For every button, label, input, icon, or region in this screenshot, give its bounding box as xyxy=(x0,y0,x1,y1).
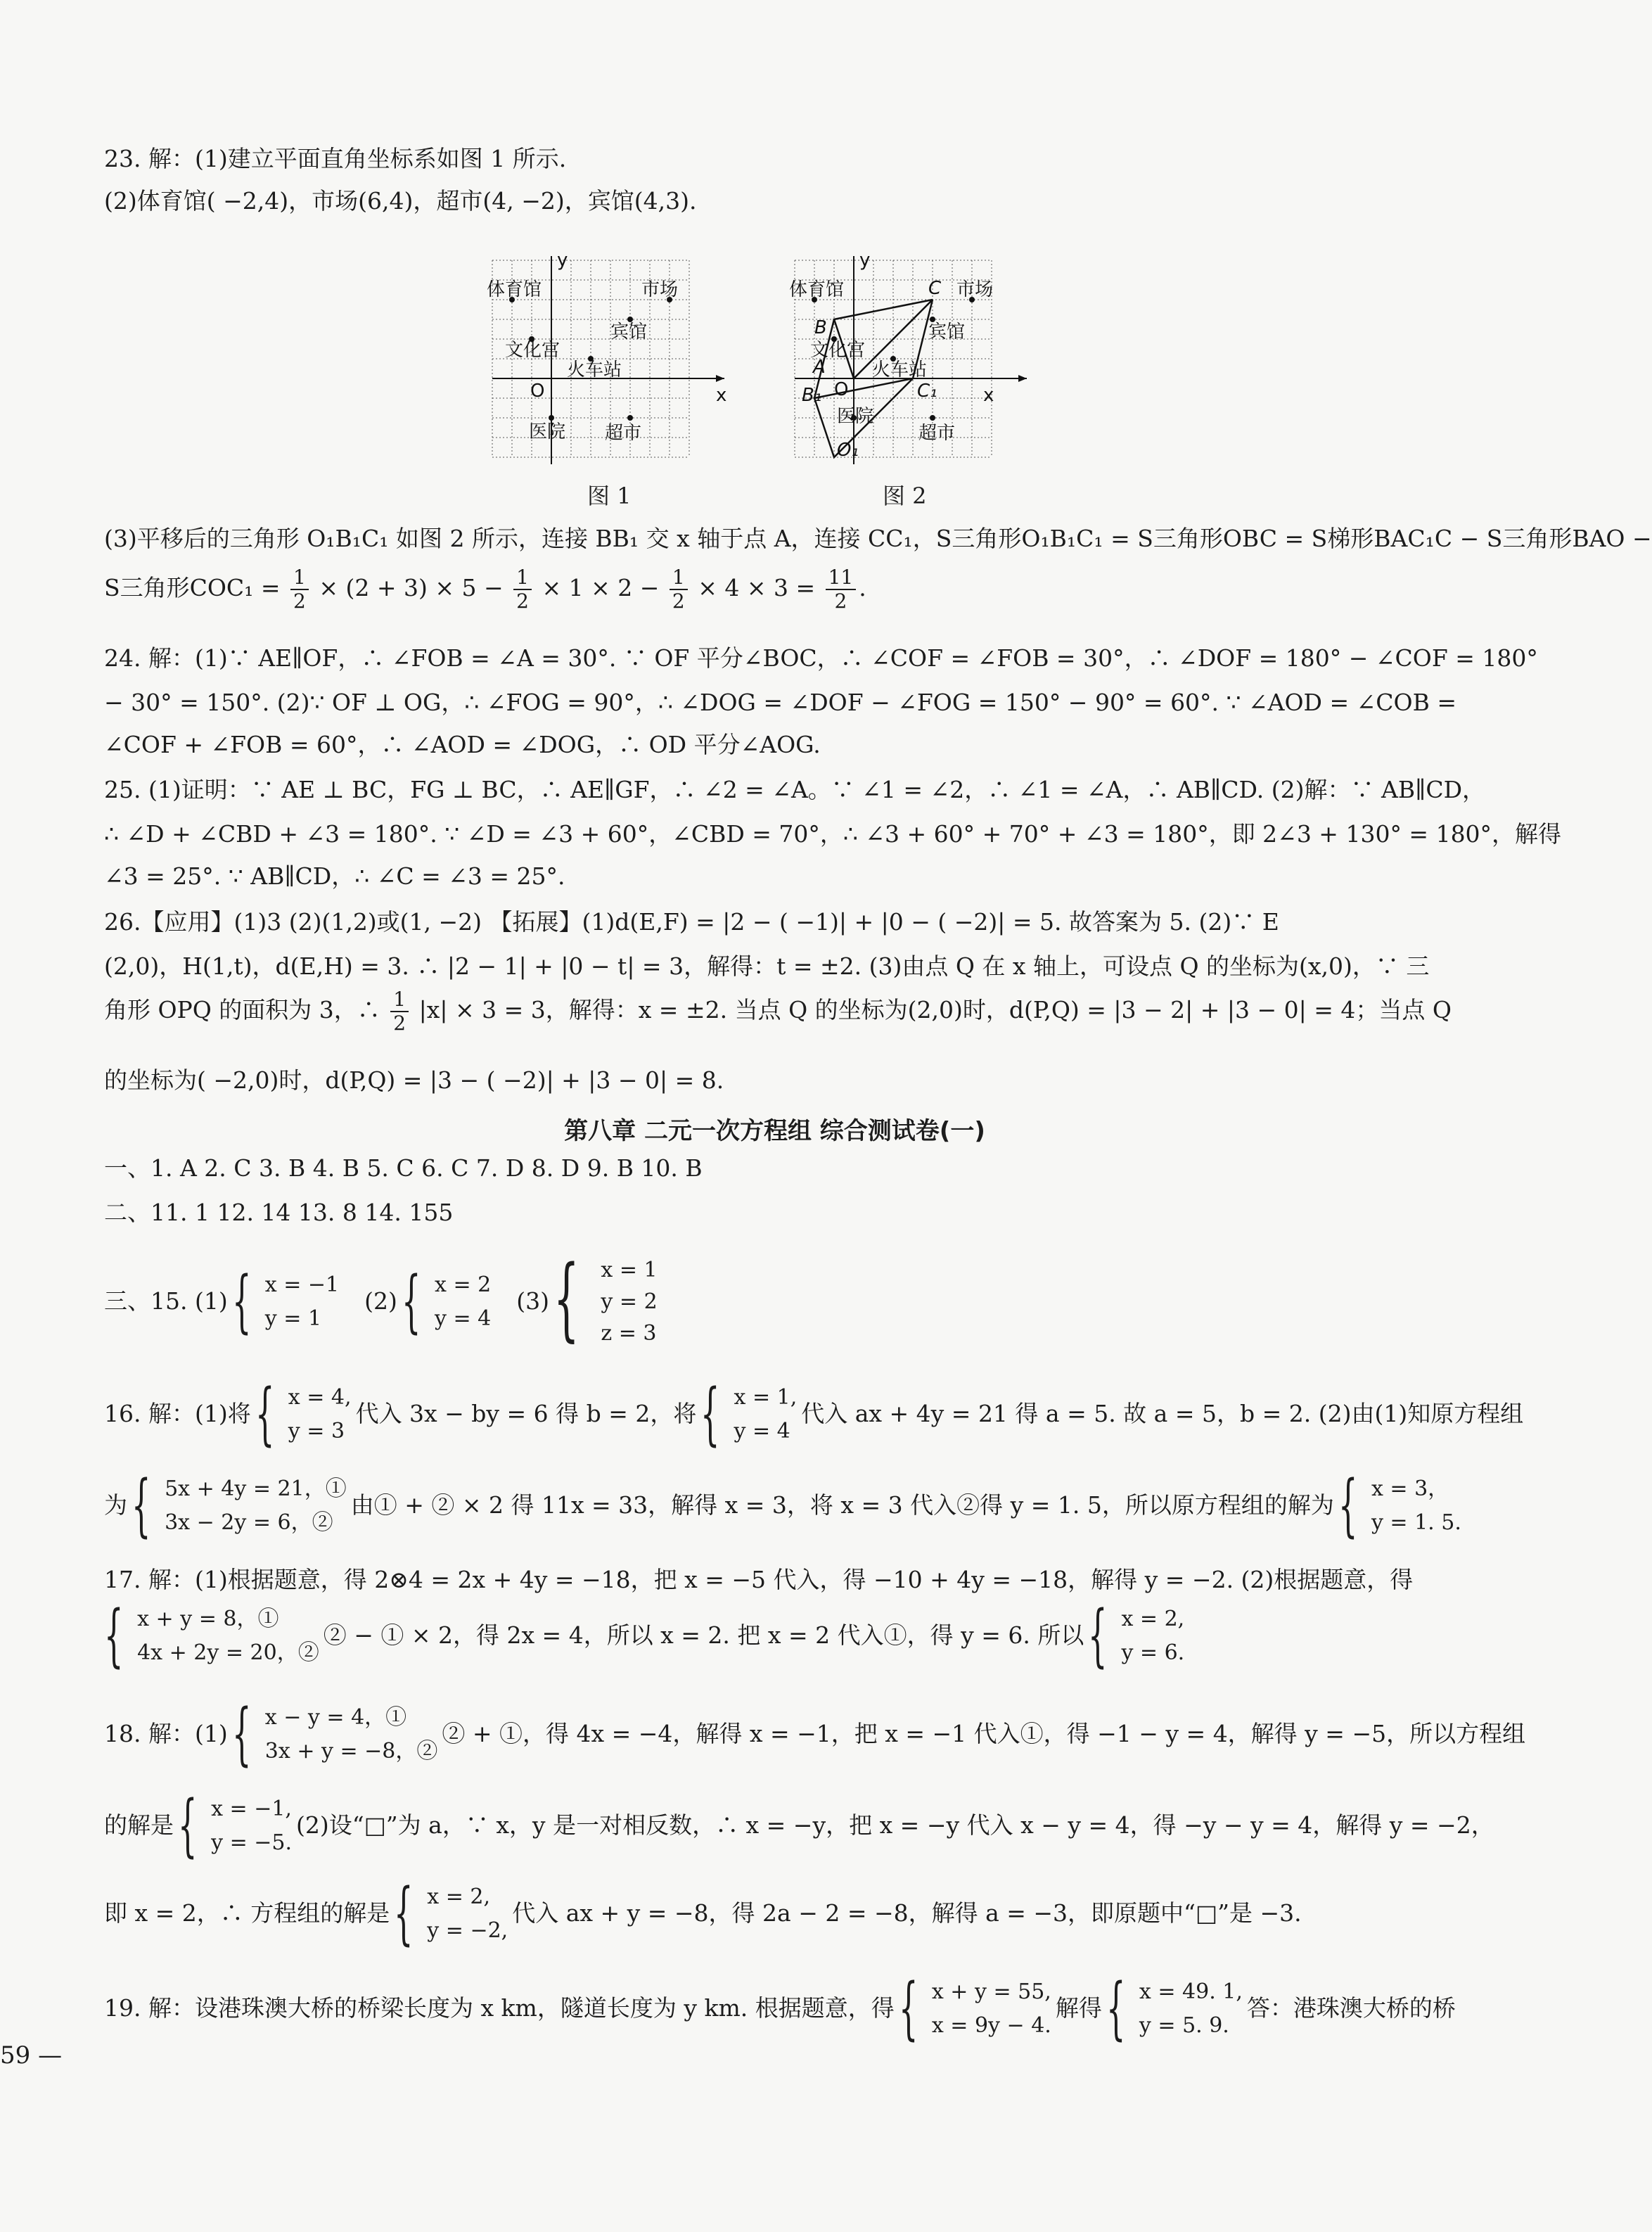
fig2-x-label: x xyxy=(983,385,994,406)
q16-system-1: { x = 4, y = 3 xyxy=(255,1375,352,1453)
q24-line2: − 30° = 150°. (2)∵ OF ⊥ OG，∴ ∠FOG = 90°，∴ ∠DOG = ∠DOF − ∠FOG = 150° − 90° = 60°. ∵ ∠AOD = ∠COB = xyxy=(104,689,1456,716)
fraction-one-half: $\frac{1}{2}$ xyxy=(390,988,409,1035)
fig2-point-b1: B₁ xyxy=(802,385,822,406)
q18-system-1: { x − y = 4，① 3x + y = −8，② xyxy=(231,1695,438,1773)
section-1-answers: 一、1. A 2. C 3. B 4. B 5. C 6. C 7. D 8. D 9. B 10. B xyxy=(104,1154,703,1182)
q16-system-3: { 5x + 4y = 21，① 3x − 2y = 6，② xyxy=(132,1466,347,1545)
q19-line1: 19. 解：设港珠澳大桥的桥梁长度为 x km，隧道长度为 y km. 根据题意，得 { x + y = 55, x = 9y − 4. 解得 { x = 49. 1, y = 5. 9. 答：港珠澳大桥的桥 xyxy=(104,1969,1456,2048)
page-number: 59 — xyxy=(0,2041,63,2070)
q19-system-2: { x = 49. 1, y = 5. 9. xyxy=(1106,1969,1243,2048)
fig2-point-c1: C₁ xyxy=(917,381,937,402)
fig2-point-o1: O₁ xyxy=(837,440,859,461)
q26-line1: 26.【应用】(1)3 (2)(1,2)或(1, −2) 【拓展】(1)d(E,F) = |2 − ( −1)| + |0 − ( −2)| = 5. 故答案为 5. (2)∵ E xyxy=(104,908,1279,936)
fig1-label-gym: 体育馆 xyxy=(487,279,542,300)
fig1-label-hospital: 医院 xyxy=(529,421,566,442)
fig1-label-supermarket: 超市 xyxy=(605,423,642,444)
q25-line1: 25. (1)证明：∵ AE ⊥ BC，FG ⊥ BC，∴ AE∥GF，∴ ∠2 = ∠A。∵ ∠1 = ∠2，∴ ∠1 = ∠A，∴ AB∥CD. (2)解：∵ AB∥CD， xyxy=(104,776,1486,803)
fig2-label-market: 市场 xyxy=(956,279,994,300)
q26-line2: (2,0)，H(1,t)，d(E,H) = 3. ∴ |2 − 1| + |0 − t| = 3，解得：t = ±2. (3)由点 Q 在 x 轴上，可设点 Q 的坐标为(x,0)，∵ 三 xyxy=(104,952,1430,980)
fig2-point-a: A xyxy=(813,357,826,378)
q25-line2: ∴ ∠D + ∠CBD + ∠3 = 180°. ∵ ∠D = ∠3 + 60°，∠CBD = 70°，∴ ∠3 + 60° + 70° + ∠3 = 180°，即 2∠3 + 130° = 180°，解得 xyxy=(104,820,1562,848)
q15-system-3: { x = 1 y = 2 z = 3 xyxy=(553,1246,658,1351)
q18-line1: 18. 解：(1) { x − y = 4，① 3x + y = −8，② ② + ①，得 4x = −4，解得 x = −1，把 x = −1 代入①，得 −1 − y = 4，解得 y = −5，所以方程组 xyxy=(104,1695,1526,1773)
fig1-origin-label: O xyxy=(530,381,545,402)
chapter-title: 第八章 二元一次方程组 综合测试卷(一) xyxy=(564,1117,985,1145)
fig1-x-label: x xyxy=(716,385,727,406)
figure-2-grid xyxy=(789,250,1034,464)
fraction-one-half: $\frac{1}{2}$ xyxy=(513,566,532,613)
q25-line3: ∠3 = 25°. ∵ AB∥CD，∴ ∠C = ∠3 = 25°. xyxy=(104,862,565,890)
fig2-label-hotel: 宾馆 xyxy=(928,321,966,343)
fig1-label-hotel: 宾馆 xyxy=(610,321,648,343)
fig2-label-hospital: 医院 xyxy=(837,406,874,427)
section-2-answers: 二、11. 1 12. 14 13. 8 14. 155 xyxy=(104,1199,454,1226)
fraction-eleven-halves: $\frac{11}{2}$ xyxy=(826,566,857,613)
fig1-y-label: y xyxy=(557,250,568,271)
q23-line1: 23. 解：(1)建立平面直角坐标系如图 1 所示. xyxy=(104,145,567,172)
q17-line2: { x + y = 8，① 4x + 2y = 20，② ② − ① × 2，得 2x = 4，所以 x = 2. 把 x = 2 代入①，得 y = 6. 所以 { x = 2, y = 6. xyxy=(104,1596,1185,1675)
q23-line2: (2)体育馆( −2,4)，市场(6,4)，超市(4, −2)，宾馆(4,3). xyxy=(104,187,697,215)
fig1-label-culture: 文化宫 xyxy=(505,340,561,361)
q16-system-2: { x = 1, y = 4 xyxy=(700,1375,798,1453)
fig1-label-station: 火车站 xyxy=(567,359,622,381)
fig2-y-label: y xyxy=(859,250,871,271)
q15-system-1: { x = −1 y = 1 xyxy=(231,1262,340,1341)
q17-system-2: { x = 2, y = 6. xyxy=(1088,1596,1185,1675)
q15-line: 三、15. (1) { x = −1 y = 1 (2) { x = 2 y = 4 (3) { x = 1 y = 2 z = 3 xyxy=(104,1246,658,1351)
fig2-origin-label: O xyxy=(834,379,849,400)
fig2-label-station: 火车站 xyxy=(872,359,928,381)
fig2-point-b: B xyxy=(814,317,827,338)
q16-line1: 16. 解：(1)将 { x = 4, y = 3 代入 3x − by = 6 得 b = 2，将 { x = 1, y = 4 代入 ax + 4y = 21 得 a = 5. 故 a = 5，b = 2. (2)由(1)知原方程组 xyxy=(104,1375,1524,1453)
q23-line3: (3)平移后的三角形 O₁B₁C₁ 如图 2 所示，连接 BB₁ 交 x 轴于点 A，连接 CC₁，S三角形O₁B₁C₁ = S三角形OBC = S梯形BAC₁C − S三角形BAO − xyxy=(104,525,1652,552)
q18-system-3: { x = 2, y = −2, xyxy=(394,1874,508,1953)
q24-line1: 24. 解：(1)∵ AE∥OF，∴ ∠FOB = ∠A = 30°. ∵ OF 平分∠BOC，∴ ∠COF = ∠FOB = 30°，∴ ∠DOF = 180° − ∠COF = 180° xyxy=(104,644,1538,672)
q26-line3: 角形 OPQ 的面积为 3，∴ $\frac{1}{2}$ |x| × 3 = 3，解得：x = ±2. 当点 Q 的坐标为(2,0)时，d(P,Q) = |3 − 2| + |3 − 0| = 4；当点 Q xyxy=(104,988,1452,1035)
q15-system-2: { x = 2 y = 4 xyxy=(401,1262,492,1341)
figure-1-grid xyxy=(487,250,731,464)
fraction-one-half: $\frac{1}{2}$ xyxy=(670,566,688,613)
q19-system-1: { x + y = 55, x = 9y − 4. xyxy=(898,1969,1051,2048)
q18-system-2: { x = −1, y = −5. xyxy=(178,1786,292,1865)
q26-line4: 的坐标为( −2,0)时，d(P,Q) = |3 − ( −2)| + |3 − 0| = 8. xyxy=(104,1066,724,1094)
fig2-label-culture: 文化宫 xyxy=(810,340,866,361)
q17-system-1: { x + y = 8，① 4x + 2y = 20，② xyxy=(104,1596,319,1675)
q16-line2: 为 { 5x + 4y = 21，① 3x − 2y = 6，② 由① + ② × 2 得 11x = 33，解得 x = 3，将 x = 3 代入②得 y = 1. 5，所以原方程组的解为 { x = 3， y = 1. 5. xyxy=(104,1466,1461,1545)
q17-line1: 17. 解：(1)根据题意，得 2⊗4 = 2x + 4y = −18，把 x = −5 代入，得 −10 + 4y = −18，解得 y = −2. (2)根据题意，得 xyxy=(104,1566,1414,1593)
q24-line3: ∠COF + ∠FOB = 60°，∴ ∠AOD = ∠DOG，∴ OD 平分∠AOG. xyxy=(104,731,821,758)
fig2-label-gym: 体育馆 xyxy=(789,279,845,300)
fraction-one-half: $\frac{1}{2}$ xyxy=(290,566,309,613)
figure-1-caption: 图 1 xyxy=(587,483,632,509)
q16-system-4: { x = 3， y = 1. 5. xyxy=(1338,1466,1461,1545)
fig2-label-supermarket: 超市 xyxy=(918,423,956,444)
figure-2-caption: 图 2 xyxy=(883,483,927,509)
q18-line2: 的解是 { x = −1, y = −5. (2)设“□”为 a，∵ x，y 是一对相反数，∴ x = −y，把 x = −y 代入 x − y = 4，得 −y − y = 4，解得 y = −2， xyxy=(104,1786,1494,1865)
fig1-label-market: 市场 xyxy=(641,279,679,300)
q23-line4: S三角形COC₁ = $\frac{1}{2}$ × (2 + 3) × 5 − $\frac{1}{2}$ × 1 × 2 − $\frac{1}{2}$ × 4 × 3 = $\frac{11}{2}$ . xyxy=(104,566,866,613)
q18-line3: 即 x = 2，∴ 方程组的解是 { x = 2, y = −2, 代入 ax + y = −8，得 2a − 2 = −8，解得 a = −3，即原题中“□”是 −3. xyxy=(104,1874,1302,1953)
fig2-point-c: C xyxy=(928,278,942,299)
